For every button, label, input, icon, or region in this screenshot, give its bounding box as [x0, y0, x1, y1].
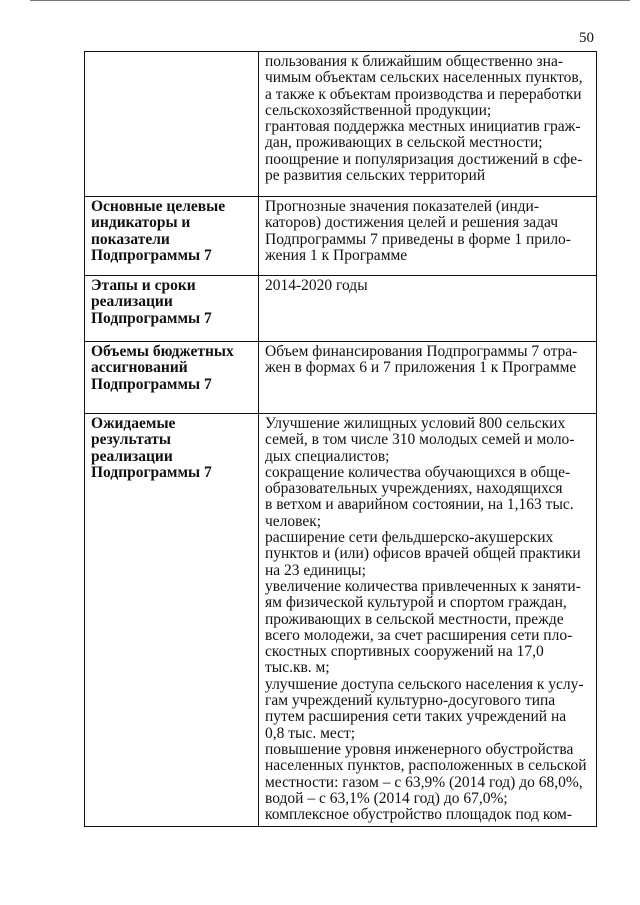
text-line: скостных спортивных сооружений на 17,0: [265, 643, 544, 661]
text-line: расширение сети фельдшерско-акушерских: [265, 529, 554, 547]
text-line: грантовая поддержка местных инициатив граж-: [265, 118, 581, 136]
text-line: чимым объектам сельских населенных пунктов,: [265, 69, 583, 87]
row-label-cell: [85, 52, 259, 197]
text-line: поощрение и популяризация достижений в сфе-: [265, 150, 583, 168]
row-label-cell: Этапы и сроки реализации Подпрограммы 7: [85, 276, 259, 342]
text-line: повышение уровня инженерного обустройства: [265, 740, 574, 758]
text-line: Подпрограммы 7 приведены в форме 1 прило-: [265, 230, 571, 248]
text-line: пунктов и (или) офисов врачей общей практики: [265, 545, 581, 563]
text-line: ре развития сельских территорий: [265, 167, 486, 185]
text-line: жен в формах 6 и 7 приложения 1 к Программе: [265, 359, 577, 377]
row-value-cell: [259, 414, 597, 827]
text-line: тыс.кв. м;: [265, 659, 330, 677]
text-line: местности: газом – с 63,9% (2014 год) до 68,0%,: [265, 773, 583, 791]
text-line: Прогнозные значения показателей (инди-: [265, 198, 539, 215]
text-line: улучшение доступа сельского населения к услу-: [265, 675, 584, 693]
text-line: на 23 единицы;: [265, 561, 366, 579]
text-line: дан, проживающих в сельской местности;: [265, 134, 543, 152]
scan-edge-line: [30, 0, 630, 1]
row-value-cell: [259, 197, 597, 276]
row-value-cell: [259, 52, 597, 197]
text-line: гам учреждений культурно-досугового типа: [265, 692, 556, 710]
text-line: Улучшение жилищных условий 800 сельских: [265, 415, 566, 432]
text-line: сельскохозяйственной продукции;: [265, 101, 492, 119]
row-value-cell: [259, 276, 597, 342]
table-row: [85, 52, 597, 197]
text-line: 0,8 тыс. мест;: [265, 724, 356, 742]
text-line: путем расширения сети таких учреждений на: [265, 708, 567, 726]
text-line: в ветхом и аварийном состоянии, на 1,163 тыс.: [265, 496, 574, 514]
page-number: 50: [579, 30, 594, 46]
text-line: дых специалистов;: [265, 447, 390, 465]
text-line: Объем финансирования Подпрограммы 7 отра-: [265, 343, 578, 360]
table-body: [85, 52, 597, 827]
text-line: каторов) достижения целей и решения задач: [265, 214, 559, 232]
text-line: увеличение количества привлеченных к заняти-: [265, 577, 581, 595]
row-value-cell: [259, 342, 597, 414]
text-line: водой – с 63,1% (2014 год) до 67,0%;: [265, 789, 508, 807]
text-line: сокращение количества обучающихся в обще-: [265, 463, 571, 481]
table-row: [85, 414, 597, 827]
text-line: жения 1 к Программе: [265, 246, 408, 264]
table-row: [85, 276, 597, 342]
text-line: образовательных учреждениях, находящихся: [265, 480, 563, 498]
text-line: всего молодежи, за счет расширения сети пло-: [265, 626, 573, 644]
table-row: [85, 342, 597, 414]
table-row: [85, 197, 597, 276]
text-line: комплексное обустройство площадок под ком-: [265, 806, 573, 824]
text-line: человек;: [265, 512, 322, 530]
text-line: 2014-2020 годы: [265, 277, 368, 294]
row-label-cell: Основные целевые индикаторы и показатели Подпрограммы 7: [85, 197, 259, 276]
text-line: ям физической культурой и спортом граждан,: [265, 594, 567, 612]
text-line: населенных пунктов, расположенных в сельской: [265, 757, 587, 775]
row-label-cell: Ожидаемые результаты реализации Подпрограммы 7: [85, 414, 259, 827]
subprogram-passport-table: [84, 51, 597, 827]
text-line: семей, в том числе 310 молодых семей и моло-: [265, 431, 575, 449]
text-line: пользования к ближайшим общественно зна-: [265, 53, 564, 70]
row-label-cell: Объемы бюджетных ассигнований Подпрограммы 7: [85, 342, 259, 414]
text-line: а также к объектам производства и переработки: [265, 85, 582, 103]
text-line: проживающих в сельской местности, прежде: [265, 610, 564, 628]
